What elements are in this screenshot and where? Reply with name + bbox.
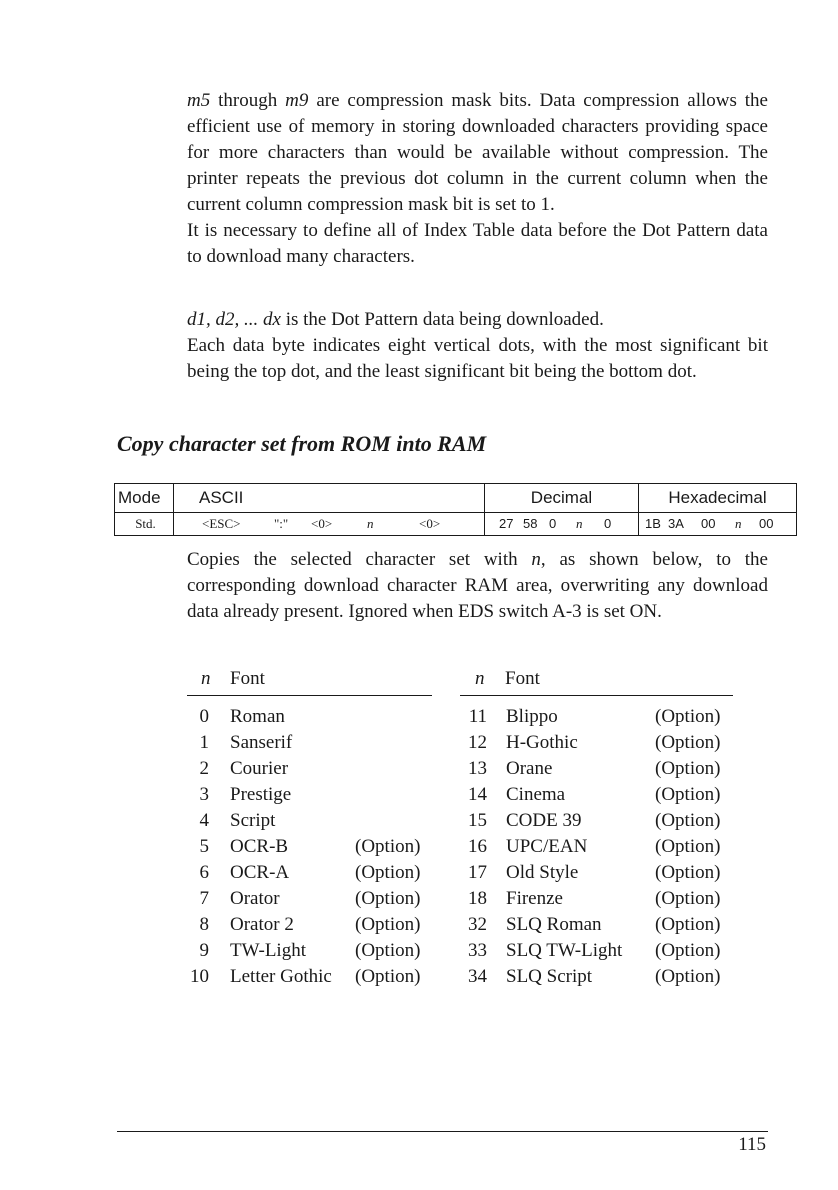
font-name: OCR-B — [230, 836, 289, 857]
page-number: 115 — [738, 1134, 766, 1155]
font-number: 9 — [199, 940, 209, 961]
font-option: (Option) — [355, 940, 421, 961]
font-name: SLQ TW-Light — [506, 940, 623, 961]
font-list-item — [455, 860, 745, 886]
font-list-left — [180, 666, 440, 986]
font-number: 12 — [468, 732, 487, 753]
right-header-rule — [460, 695, 733, 696]
font-number: 1 — [199, 732, 209, 753]
font-number: 0 — [199, 706, 209, 727]
font-name: OCR-A — [230, 862, 290, 883]
font-name: Cinema — [506, 784, 566, 805]
hex-00b: 00 — [759, 516, 774, 531]
ascii-esc: <ESC> — [202, 516, 241, 531]
m9-term: m9 — [285, 90, 309, 111]
row-ascii — [174, 513, 485, 536]
font-number: 32 — [468, 914, 487, 935]
data-byte-note: Each data byte indicates eight vertical dots, with the most significant bit being the top dot, and the least significant bit being the bottom dot. — [187, 335, 768, 382]
font-list-item — [455, 704, 745, 730]
font-number: 33 — [468, 940, 487, 961]
font-name: CODE 39 — [506, 810, 582, 831]
desc-b: , as shown below, to the corresponding download character RAM area, overwriting any download data already present. Ignored when EDS switch A-3 is set ON. — [187, 549, 768, 622]
index-table-note: It is necessary to define all of Index Table data before the Dot Pattern data to download many characters. — [187, 220, 768, 267]
compression-paragraph — [187, 88, 768, 270]
font-option: (Option) — [655, 940, 721, 961]
font-option: (Option) — [655, 758, 721, 779]
compression-body: are compression mask bits. Data compression allows the efficient use of memory in storing downloaded characters providing space for more characters than would be available without compression. The printer repeats the previous dot column in the current column when the current column compression mask bit is set to 1. — [187, 90, 768, 215]
font-option: (Option) — [655, 862, 721, 883]
font-list-item — [455, 886, 745, 912]
header-ascii: ASCII — [174, 484, 485, 513]
font-name: Prestige — [230, 784, 292, 805]
description-text — [187, 547, 768, 625]
hex-00: 00 — [701, 516, 716, 531]
font-list-item — [455, 964, 745, 990]
command-table — [114, 483, 797, 536]
left-col-n: n — [201, 668, 211, 689]
font-list-item — [180, 964, 440, 990]
font-list-item — [180, 756, 440, 782]
left-header-rule — [187, 695, 432, 696]
font-name: Courier — [230, 758, 289, 779]
font-list-item — [180, 912, 440, 938]
row-decimal — [485, 513, 639, 536]
hex-1b: 1B — [645, 516, 661, 531]
font-number: 5 — [199, 836, 209, 857]
ascii-colon: ":" — [274, 516, 289, 531]
font-number: 15 — [468, 810, 487, 831]
font-option: (Option) — [655, 784, 721, 805]
font-number: 13 — [468, 758, 487, 779]
dec-27: 27 — [499, 516, 514, 531]
ascii-zero-2: <0> — [419, 516, 441, 531]
font-list-item — [455, 782, 745, 808]
row-mode: Std. — [115, 513, 174, 536]
dot-pattern-line — [187, 307, 768, 333]
font-name: Orator 2 — [230, 914, 294, 935]
font-name: H-Gothic — [506, 732, 578, 753]
left-col-font: Font — [230, 668, 265, 689]
description-paragraph — [187, 547, 768, 625]
font-list-item — [455, 756, 745, 782]
font-list-item — [180, 834, 440, 860]
font-name: Old Style — [506, 862, 579, 883]
font-list-item — [455, 808, 745, 834]
dec-0: 0 — [549, 516, 557, 531]
font-list-item — [180, 808, 440, 834]
hex-3a: 3A — [668, 516, 684, 531]
font-name: UPC/EAN — [506, 836, 588, 857]
font-name: Blippo — [506, 706, 558, 727]
font-list-item — [180, 730, 440, 756]
font-option: (Option) — [655, 914, 721, 935]
font-list-item — [455, 730, 745, 756]
font-option: (Option) — [655, 966, 721, 987]
font-option: (Option) — [355, 836, 421, 857]
font-number: 3 — [199, 784, 209, 805]
font-name: Firenze — [506, 888, 563, 909]
font-number: 8 — [199, 914, 209, 935]
font-name: SLQ Script — [506, 966, 593, 987]
font-number: 14 — [468, 784, 487, 805]
font-option: (Option) — [655, 836, 721, 857]
through-text: through — [210, 90, 286, 111]
font-name: Orane — [506, 758, 553, 779]
font-number: 34 — [468, 966, 487, 987]
font-name: Script — [230, 810, 276, 831]
right-col-n: n — [475, 668, 485, 689]
desc-a: Copies the selected character set with — [187, 549, 532, 570]
command-table-row — [115, 513, 797, 536]
dot-pattern-paragraph — [187, 307, 768, 385]
font-option: (Option) — [655, 706, 721, 727]
font-option: (Option) — [655, 810, 721, 831]
font-number: 6 — [199, 862, 209, 883]
footer-rule — [117, 1131, 768, 1132]
font-list-item — [180, 886, 440, 912]
font-list-item — [180, 704, 440, 730]
right-col-font: Font — [505, 668, 540, 689]
font-name: TW-Light — [230, 940, 306, 961]
header-decimal: Decimal — [485, 484, 639, 513]
ascii-zero-1: <0> — [311, 516, 333, 531]
font-number: 2 — [199, 758, 209, 779]
font-option: (Option) — [355, 914, 421, 935]
font-name: Sanserif — [230, 732, 293, 753]
ascii-n: n — [367, 516, 374, 531]
font-list-item — [180, 860, 440, 886]
font-number: 10 — [190, 966, 209, 987]
dx-term: d1, d2, ... dx — [187, 309, 281, 330]
font-number: 11 — [468, 706, 487, 727]
hex-n: n — [735, 516, 742, 531]
font-list-right — [455, 666, 745, 986]
font-number: 7 — [199, 888, 209, 909]
row-hex — [639, 513, 797, 536]
dec-n: n — [576, 516, 583, 531]
compression-text — [187, 88, 768, 218]
dec-58: 58 — [523, 516, 538, 531]
font-option: (Option) — [355, 888, 421, 909]
font-list-item — [455, 834, 745, 860]
desc-n: n — [531, 549, 541, 570]
font-number: 16 — [468, 836, 487, 857]
font-name: Roman — [230, 706, 285, 727]
font-name: SLQ Roman — [506, 914, 602, 935]
font-list-item — [455, 912, 745, 938]
dec-0b: 0 — [604, 516, 612, 531]
command-table-header — [115, 484, 797, 513]
font-list-item — [180, 782, 440, 808]
header-mode: Mode — [115, 484, 174, 513]
font-list-item — [180, 938, 440, 964]
font-list-item — [455, 938, 745, 964]
font-option: (Option) — [655, 888, 721, 909]
font-number: 17 — [468, 862, 487, 883]
font-option: (Option) — [355, 966, 421, 987]
header-hex: Hexadecimal — [639, 484, 797, 513]
section-heading: Copy character set from ROM into RAM — [117, 431, 487, 456]
font-name: Orator — [230, 888, 280, 909]
m5-term: m5 — [187, 90, 211, 111]
font-number: 4 — [199, 810, 209, 831]
font-option: (Option) — [355, 862, 421, 883]
font-name: Letter Gothic — [230, 966, 332, 987]
font-option: (Option) — [655, 732, 721, 753]
font-number: 18 — [468, 888, 487, 909]
dot-pattern-text: is the Dot Pattern data being downloaded. — [280, 309, 604, 330]
